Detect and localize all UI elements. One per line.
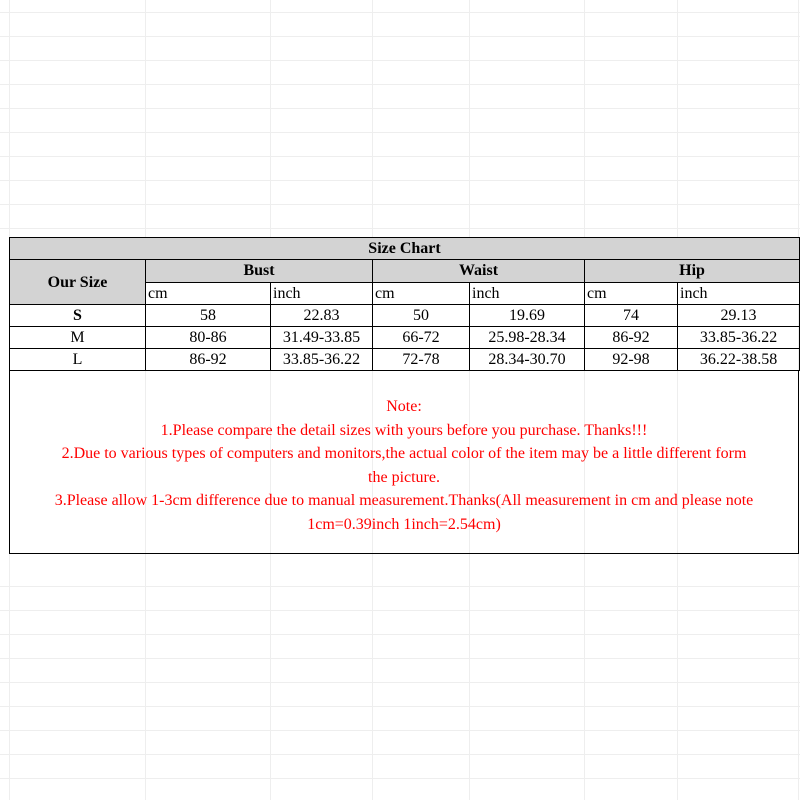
- bust-cm-cell: 58: [146, 305, 271, 327]
- note-line-1: 1.Please compare the detail sizes with yours before you purchase. Thanks!!!: [160, 421, 648, 439]
- notes-text: [10, 395, 798, 536]
- chart-title: Size Chart: [10, 238, 800, 260]
- size-label: L: [10, 349, 146, 371]
- size-label: M: [10, 327, 146, 349]
- bust-inch-cell: 33.85-36.22: [271, 349, 373, 371]
- bust-cm-unit: cm: [146, 282, 271, 305]
- our-size-header: Our Size: [10, 260, 146, 305]
- note-line-3-cont: 1cm=0.39inch 1inch=2.54cm): [307, 515, 501, 533]
- bust-cm-cell: 86-92: [146, 349, 271, 371]
- hip-cm-cell: 92-98: [585, 349, 678, 371]
- title-row: [10, 238, 800, 260]
- hip-cm-unit: cm: [585, 282, 678, 305]
- bust-inch-cell: 22.83: [271, 305, 373, 327]
- bust-cm-cell: 80-86: [146, 327, 271, 349]
- waist-cm-cell: 50: [373, 305, 470, 327]
- table-row: [10, 349, 800, 371]
- bust-header: Bust: [146, 260, 373, 283]
- waist-inch-cell: 28.34-30.70: [470, 349, 585, 371]
- waist-inch-cell: 25.98-28.34: [470, 327, 585, 349]
- note-line-2: 2.Due to various types of computers and monitors,the actual color of the item may be a little different form: [61, 445, 747, 462]
- waist-cm-cell: 66-72: [373, 327, 470, 349]
- note-line-2-cont: the picture.: [368, 468, 440, 486]
- note-line-3: 3.Please allow 1-3cm difference due to manual measurement.Thanks(All measurement in cm and please note: [54, 492, 754, 509]
- size-label: S: [10, 305, 146, 327]
- bust-inch-cell: 31.49-33.85: [271, 327, 373, 349]
- waist-inch-cell: 19.69: [470, 305, 585, 327]
- hip-inch-cell: 29.13: [678, 305, 800, 327]
- hip-cm-cell: 74: [585, 305, 678, 327]
- table-row: [10, 305, 800, 327]
- hip-inch-cell: 36.22-38.58: [678, 349, 800, 371]
- notes-heading: Note:: [386, 398, 422, 415]
- waist-cm-cell: 72-78: [373, 349, 470, 371]
- size-chart-sheet: [9, 237, 799, 554]
- hip-cm-cell: 86-92: [585, 327, 678, 349]
- waist-cm-unit: cm: [373, 282, 470, 305]
- size-chart-table: [9, 237, 800, 371]
- waist-inch-unit: inch: [470, 282, 585, 305]
- bust-inch-unit: inch: [271, 282, 373, 305]
- table-row: [10, 327, 800, 349]
- notes-box: [9, 371, 799, 554]
- hip-header: Hip: [585, 260, 800, 283]
- hip-inch-cell: 33.85-36.22: [678, 327, 800, 349]
- waist-header: Waist: [373, 260, 585, 283]
- group-header-row: [10, 260, 800, 283]
- hip-inch-unit: inch: [678, 282, 800, 305]
